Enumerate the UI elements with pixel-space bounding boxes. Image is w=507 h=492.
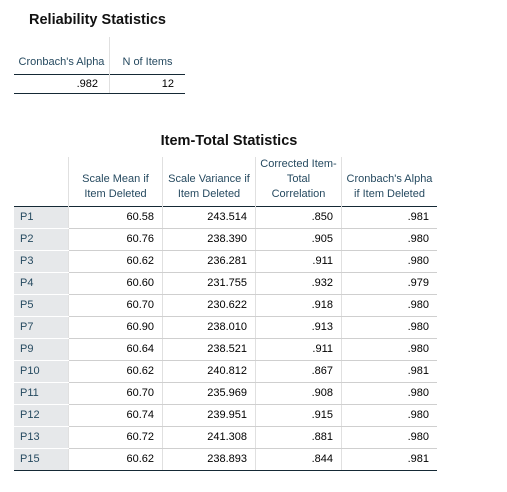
n-of-items-value: 12 (110, 75, 186, 94)
corrected-correlation-cell: .915 (256, 405, 342, 427)
scale-mean-cell: 60.90 (69, 317, 163, 339)
alpha-if-deleted-cell: .980 (342, 317, 438, 339)
scale-mean-header: Scale Mean if Item Deleted (69, 157, 163, 207)
row-label: P4 (14, 273, 69, 295)
table-row (14, 361, 437, 383)
table-row (14, 229, 437, 251)
table-row (14, 405, 437, 427)
corrected-correlation-header: Corrected Item-Total Correlation (256, 157, 342, 207)
row-label: P11 (14, 383, 69, 405)
cronbachs-alpha-header: Cronbach's Alpha (14, 37, 110, 75)
cronbachs-alpha-value: .982 (14, 75, 110, 94)
table-row (14, 339, 437, 361)
scale-variance-cell: 230.622 (163, 295, 256, 317)
scale-mean-cell: 60.70 (69, 295, 163, 317)
scale-mean-cell: 60.62 (69, 449, 163, 471)
scale-mean-cell: 60.60 (69, 273, 163, 295)
alpha-if-deleted-cell: .979 (342, 273, 438, 295)
alpha-if-deleted-cell: .980 (342, 229, 438, 251)
table-row (14, 295, 437, 317)
scale-variance-cell: 238.010 (163, 317, 256, 339)
row-label: P2 (14, 229, 69, 251)
n-of-items-header: N of Items (122, 56, 173, 68)
table-row (14, 273, 437, 295)
corrected-correlation-cell: .867 (256, 361, 342, 383)
corrected-correlation-cell: .911 (256, 251, 342, 273)
table-row (14, 449, 437, 471)
scale-mean-cell: 60.62 (69, 251, 163, 273)
alpha-if-deleted-cell: .981 (342, 207, 438, 229)
alpha-if-deleted-cell: .980 (342, 383, 438, 405)
scale-variance-header: Scale Variance if Item Deleted (163, 157, 256, 207)
scale-variance-cell: 241.308 (163, 427, 256, 449)
row-label: P3 (14, 251, 69, 273)
scale-mean-cell: 60.58 (69, 207, 163, 229)
table-row (14, 317, 437, 339)
item-total-body (14, 207, 437, 471)
scale-variance-cell: 235.969 (163, 383, 256, 405)
corrected-correlation-cell: .911 (256, 339, 342, 361)
corrected-correlation-cell: .905 (256, 229, 342, 251)
corrected-correlation-cell: .932 (256, 273, 342, 295)
corner-cell (14, 157, 69, 207)
scale-mean-cell: 60.72 (69, 427, 163, 449)
table-row (14, 427, 437, 449)
scale-variance-cell: 238.521 (163, 339, 256, 361)
item-total-statistics-title: Item-Total Statistics (160, 133, 298, 149)
row-label: P13 (14, 427, 69, 449)
alpha-if-deleted-cell: .980 (342, 339, 438, 361)
alpha-if-deleted-cell: .981 (342, 361, 438, 383)
scale-variance-cell: 231.755 (163, 273, 256, 295)
alpha-if-deleted-header: Cronbach's Alpha if Item Deleted (342, 157, 438, 207)
row-label: P1 (14, 207, 69, 229)
alpha-if-deleted-cell: .980 (342, 295, 438, 317)
scale-variance-cell: 240.812 (163, 361, 256, 383)
row-label: P12 (14, 405, 69, 427)
corrected-correlation-cell: .850 (256, 207, 342, 229)
alpha-if-deleted-cell: .980 (342, 427, 438, 449)
scale-variance-cell: 239.951 (163, 405, 256, 427)
row-label: P9 (14, 339, 69, 361)
corrected-correlation-cell: .918 (256, 295, 342, 317)
scale-mean-cell: 60.74 (69, 405, 163, 427)
reliability-header-row (14, 37, 185, 75)
item-total-header-row (14, 157, 437, 207)
scale-mean-cell: 60.62 (69, 361, 163, 383)
reliability-value-row (14, 75, 185, 94)
alpha-if-deleted-cell: .980 (342, 251, 438, 273)
scale-mean-cell: 60.64 (69, 339, 163, 361)
row-label: P10 (14, 361, 69, 383)
reliability-statistics-table (14, 37, 185, 94)
item-total-statistics-table (14, 157, 437, 471)
scale-variance-cell: 243.514 (163, 207, 256, 229)
table-row (14, 207, 437, 229)
scale-mean-cell: 60.70 (69, 383, 163, 405)
scale-mean-cell: 60.76 (69, 229, 163, 251)
corrected-correlation-cell: .908 (256, 383, 342, 405)
row-label: P5 (14, 295, 69, 317)
table-row (14, 383, 437, 405)
table-row (14, 251, 437, 273)
corrected-correlation-cell: .844 (256, 449, 342, 471)
row-label: P7 (14, 317, 69, 339)
reliability-statistics-title: Reliability Statistics (29, 12, 166, 28)
row-label: P15 (14, 449, 69, 471)
corrected-correlation-cell: .913 (256, 317, 342, 339)
scale-variance-cell: 238.390 (163, 229, 256, 251)
alpha-if-deleted-cell: .981 (342, 449, 438, 471)
alpha-if-deleted-cell: .980 (342, 405, 438, 427)
corrected-correlation-cell: .881 (256, 427, 342, 449)
scale-variance-cell: 236.281 (163, 251, 256, 273)
scale-variance-cell: 238.893 (163, 449, 256, 471)
